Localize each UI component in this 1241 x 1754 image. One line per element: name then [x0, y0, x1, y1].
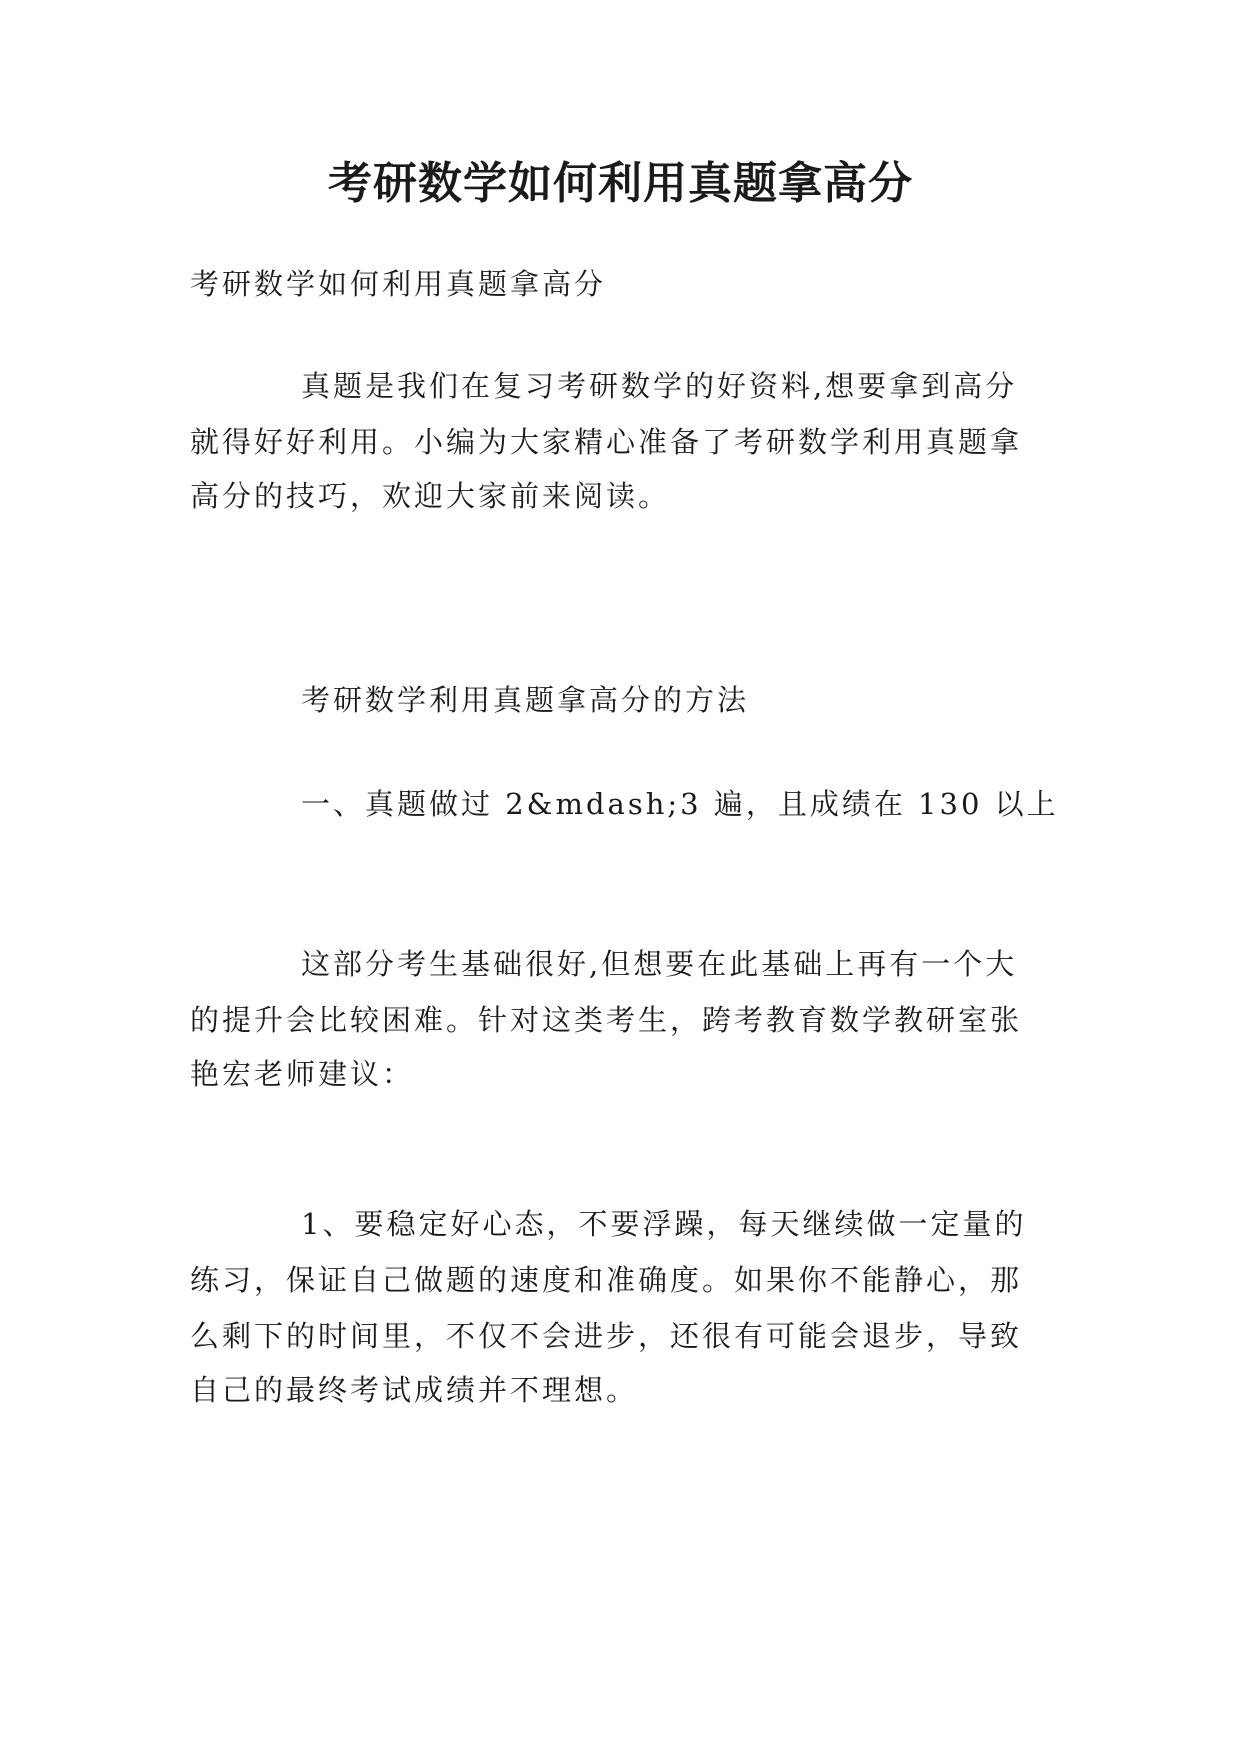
section-heading: 考研数学利用真题拿高分的方法 — [301, 683, 750, 717]
paragraph-line: 1、要稳定好心态，不要浮躁，每天继续做一定量的 — [301, 1207, 1027, 1241]
paragraph-line: 艳宏老师建议： — [190, 1057, 415, 1091]
paragraph-line: 这部分考生基础很好,但想要在此基础上再有一个大 — [301, 947, 1018, 981]
document-subtitle: 考研数学如何利用真题拿高分 — [190, 267, 607, 301]
paragraph-line: 练习，保证自己做题的速度和准确度。如果你不能静心，那 — [190, 1263, 1023, 1297]
paragraph-line: 自己的最终考试成绩并不理想。 — [190, 1373, 639, 1407]
paragraph-line: 真题是我们在复习考研数学的好资料,想要拿到高分 — [301, 369, 1018, 403]
item-heading: 一、真题做过 2&mdash;3 遍，且成绩在 130 以上 — [301, 787, 1059, 821]
paragraph-line: 的提升会比较困难。针对这类考生，跨考教育数学教研室张 — [190, 1003, 1023, 1037]
document-title: 考研数学如何利用真题拿高分 — [328, 158, 913, 209]
paragraph-line: 高分的技巧，欢迎大家前来阅读。 — [190, 479, 671, 513]
paragraph-line: 就得好好利用。小编为大家精心准备了考研数学利用真题拿 — [190, 425, 1023, 459]
paragraph-line: 么剩下的时间里，不仅不会进步，还很有可能会退步，导致 — [190, 1319, 1023, 1353]
